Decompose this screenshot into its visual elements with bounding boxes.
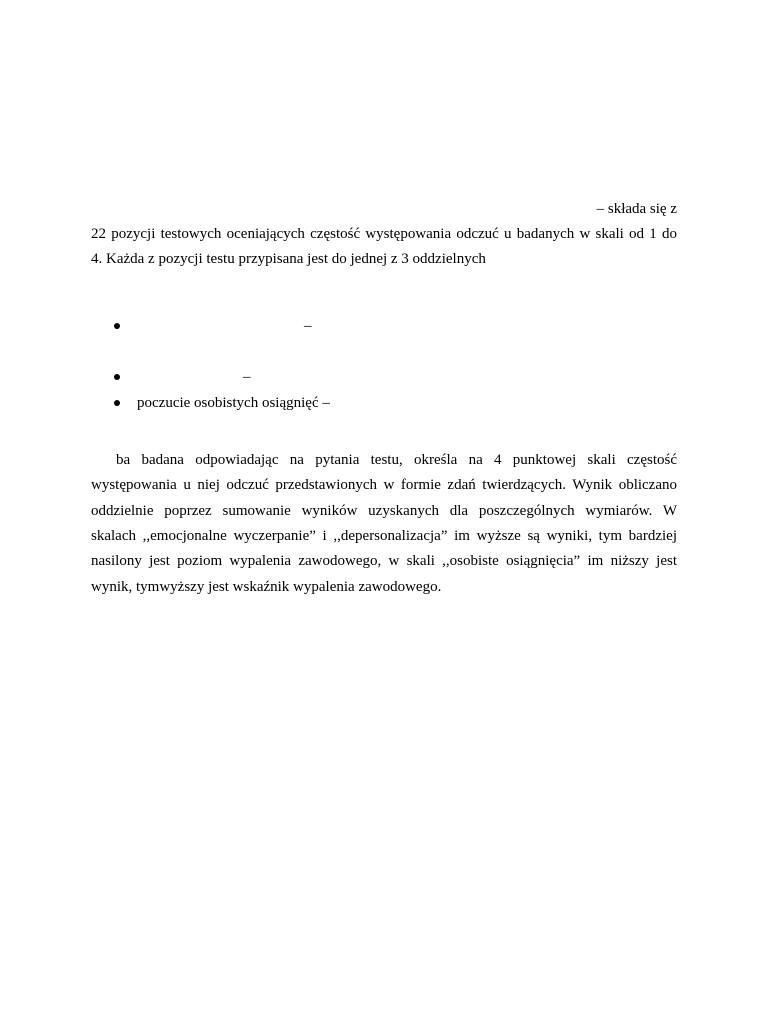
bullet-text: – xyxy=(243,369,251,385)
paragraph-line: występowania u niej odczuć przedstawionych w formie zdań twierdzących. Wynik obliczano xyxy=(91,477,677,493)
intro-line-1: – składa się z xyxy=(596,201,677,217)
intro-line-3: 4. Każda z pozycji testu przypisana jest do jednej z 3 oddzielnych xyxy=(91,251,486,267)
paragraph-line: nasilony jest poziom wypalenia zawodowego, w skali ,,osobiste osiągnięcia” im niższy jest xyxy=(91,553,677,569)
paragraph-line: oddzielnie poprzez sumowanie wyników uzyskanych dla poszczególnych wymiarów. W xyxy=(91,503,677,519)
bullet-text: poczucie osobistych osiągnięć – xyxy=(137,395,330,411)
paragraph-line: ba badana odpowiadając na pytania testu, określa na 4 punktowej skali częstość xyxy=(116,452,677,468)
paragraph-line: skalach ,,emocjonalne wyczerpanie” i ,,depersonalizacja” im wyższe są wyniki, tym bardziej xyxy=(91,528,677,544)
bullet-icon xyxy=(114,374,120,380)
bullet-icon xyxy=(114,400,120,406)
bullet-icon xyxy=(114,323,120,329)
paragraph-line: wynik, tymwyższy jest wskaźnik wypalenia zawodowego. xyxy=(91,579,442,595)
bullet-text: – xyxy=(304,318,312,334)
intro-line-2: 22 pozycji testowych oceniających częstość występowania odczuć u badanych w skali od 1 do xyxy=(91,226,677,242)
